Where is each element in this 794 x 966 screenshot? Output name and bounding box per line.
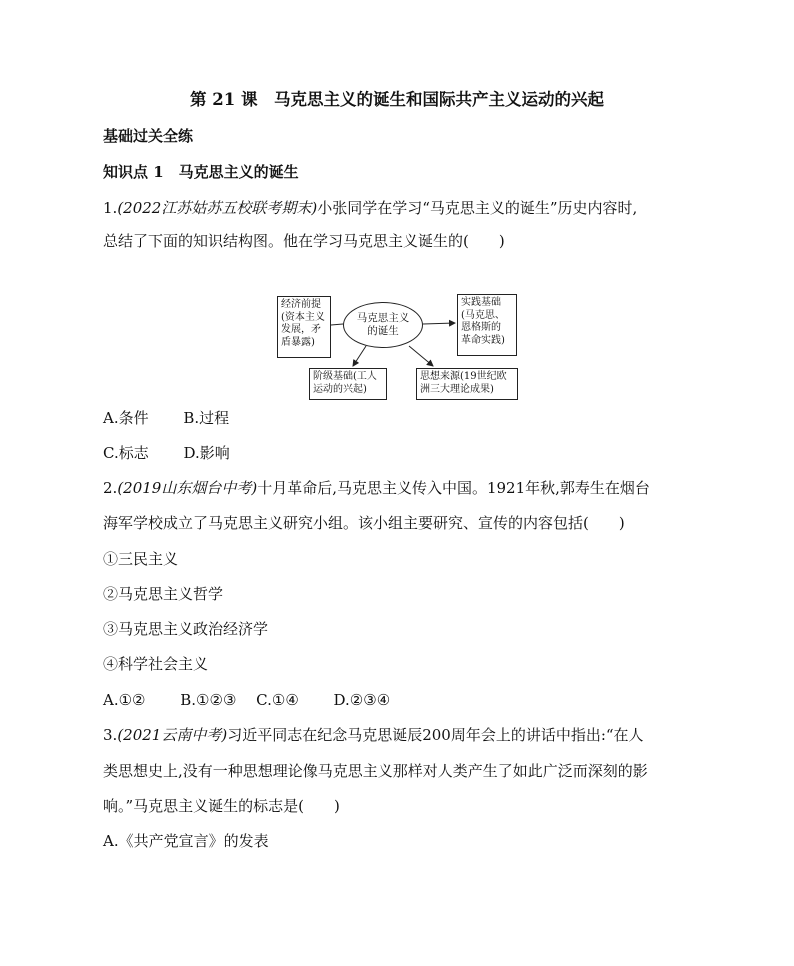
q2-item-4: ④科学社会主义 <box>103 655 209 673</box>
q2-item-2: ②马克思主义哲学 <box>103 585 224 603</box>
q3-line3: 响。”马克思主义诞生的标志是( ) <box>103 797 340 815</box>
section-heading: 基础过关全练 <box>103 127 194 145</box>
page-title: 第 21 课 马克思主义的诞生和国际共产主义运动的兴起 <box>190 90 604 109</box>
q2-options: A.①② B.①②③ C.①④ D.②③④ <box>103 691 391 709</box>
q3-text: 习近平同志在纪念马克思诞辰200周年会上的讲话中指出:“在人 <box>227 726 644 744</box>
q3-line2: 类思想史上,没有一种思想理论像马克思主义那样对人类产生了如此广泛而深刻的影 <box>103 762 648 780</box>
q3-line1 <box>103 725 644 745</box>
q3-source: (2021云南中考) <box>117 726 228 744</box>
knowledge-structure-diagram <box>263 290 528 402</box>
q2-text: 十月革命后,马克思主义传入中国。1921年秋,郭寿生在烟台 <box>257 479 650 497</box>
q2-item-3: ③马克思主义政治经济学 <box>103 620 269 638</box>
q1-text: 小张同学在学习“马克思主义的诞生”历史内容时, <box>317 199 638 217</box>
q1-number: 1. <box>103 199 118 217</box>
arrow-bottom-right <box>409 346 433 366</box>
q3-option-a: A.《共产党宣言》的发表 <box>103 832 269 850</box>
arrow-bottom-left <box>353 346 366 366</box>
arrow-right <box>423 323 455 324</box>
q1-source: (2022江苏姑苏五校联考期末) <box>117 199 318 217</box>
q1-options-row2: C.标志 D.影响 <box>103 444 230 462</box>
q3-number: 3. <box>103 726 118 744</box>
q2-number: 2. <box>103 479 118 497</box>
q2-item-1: ①三民主义 <box>103 550 179 568</box>
q1-options-row1: A.条件 B.过程 <box>103 409 230 427</box>
box-class-basis: 阶级基础(工人 运动的兴起) <box>309 368 387 400</box>
q1-line1 <box>103 198 637 218</box>
box-ideological-source: 思想来源(19世纪欧 洲三大理论成果) <box>416 368 518 400</box>
subsection-heading: 知识点 1 马克思主义的诞生 <box>103 163 299 181</box>
q1-line2: 总结了下面的知识结构图。他在学习马克思主义诞生的( ) <box>103 232 505 250</box>
diagram-center-ellipse: 马克思主义 的诞生 <box>343 302 423 348</box>
q2-line1 <box>103 478 650 498</box>
box-economic-premise: 经济前提 (资本主义 发展，矛 盾暴露) <box>277 296 331 358</box>
q2-source: (2019山东烟台中考) <box>117 479 258 497</box>
box-practical-basis: 实践基础 (马克思、 恩格斯的 革命实践) <box>457 294 517 356</box>
q2-line2: 海军学校成立了马克思主义研究小组。该小组主要研究、宣传的内容包括( ) <box>103 514 625 532</box>
